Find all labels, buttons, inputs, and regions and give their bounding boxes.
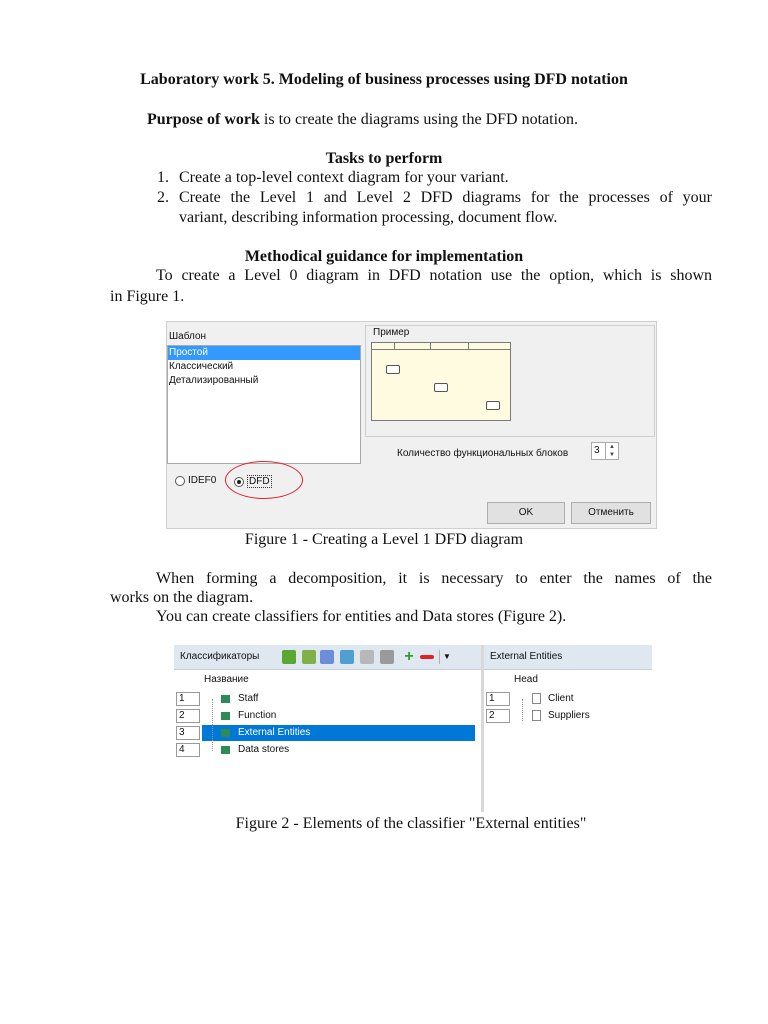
classifier-node-icon — [221, 712, 230, 720]
cancel-button[interactable]: Отменить — [571, 502, 651, 524]
figure-1-caption: Figure 1 - Creating a Level 1 DFD diagram — [244, 531, 524, 548]
row-index: 3 — [176, 726, 200, 740]
block-count-label: Количество функциональных блоков — [397, 448, 569, 459]
document-icon — [532, 693, 541, 704]
pane-divider[interactable] — [481, 645, 484, 812]
row-index: 1 — [486, 692, 510, 706]
task-number: 2. — [157, 189, 169, 206]
radio-idef0[interactable] — [175, 475, 216, 486]
purpose-label: Purpose of work — [147, 111, 260, 128]
classifier-text: You can create classifiers for entities and Data stores (Figure 2). — [156, 608, 567, 625]
spinner-arrows-icon[interactable]: ▲ ▼ — [605, 443, 618, 459]
preview-header-strip — [372, 343, 510, 350]
document-icon — [532, 710, 541, 721]
guidance-heading: Methodical guidance for implementation — [244, 248, 524, 265]
purpose-paragraph — [147, 110, 578, 130]
preview-block — [486, 401, 500, 410]
classifier-node-icon — [221, 746, 230, 754]
classifier-row-selected[interactable]: External Entities — [238, 727, 311, 738]
dropdown-arrow-icon[interactable]: ▼ — [439, 650, 454, 664]
row-index: 1 — [176, 692, 200, 706]
task-number: 1. — [157, 169, 169, 186]
name-column-header: Название — [204, 674, 249, 685]
classifier-node-icon — [221, 729, 230, 737]
classifier-row[interactable]: Staff — [238, 693, 259, 704]
decomposition-text: When forming a decomposition, it is necessary to enter the names of the — [156, 570, 712, 587]
entity-row[interactable]: Suppliers — [548, 710, 590, 721]
row-index: 2 — [176, 709, 200, 723]
tasks-heading: Tasks to perform — [325, 150, 443, 167]
template-option[interactable]: Простой — [168, 346, 360, 360]
row-index: 4 — [176, 743, 200, 757]
purpose-text: is to create the diagrams using the DFD notation. — [259, 111, 579, 128]
sort-icon[interactable] — [320, 650, 334, 664]
remove-icon[interactable] — [420, 655, 434, 659]
template-dialog — [166, 321, 657, 529]
entity-row[interactable]: Client — [548, 693, 574, 704]
block-count-value: 3 — [594, 445, 600, 456]
move-up-icon[interactable] — [282, 650, 296, 664]
entities-header — [484, 645, 652, 670]
copy-icon[interactable] — [302, 650, 316, 664]
classifier-row[interactable]: Data stores — [238, 744, 290, 755]
template-label: Шаблон — [169, 331, 207, 342]
radio-idef0-label: IDEF0 — [188, 475, 217, 486]
classifier-toolbar — [174, 645, 481, 670]
figure-2-caption: Figure 2 - Elements of the classifier "External entities" — [235, 815, 587, 832]
example-preview — [371, 342, 511, 421]
classifier-window — [174, 645, 652, 812]
preview-block — [434, 383, 448, 392]
ok-button[interactable]: OK — [487, 502, 565, 524]
entities-title: External Entities — [490, 651, 563, 662]
highlight-ellipse — [225, 461, 303, 499]
add-icon[interactable]: + — [404, 648, 414, 665]
preview-block — [386, 365, 400, 374]
classifier-row[interactable]: Function — [238, 710, 277, 721]
delete-icon[interactable] — [380, 650, 394, 664]
block-count-spinner[interactable] — [591, 442, 619, 460]
radio-dfd-label: DFD — [249, 476, 270, 487]
tree-connector — [522, 699, 523, 721]
guidance-text-continued: in Figure 1. — [110, 288, 185, 305]
example-label: Пример — [373, 327, 410, 338]
template-list[interactable] — [167, 345, 361, 464]
head-column-header: Head — [514, 674, 538, 685]
decomposition-text-continued: works on the diagram. — [110, 589, 254, 606]
task-text: Create the Level 1 and Level 2 DFD diagrams for the processes of your — [179, 189, 712, 206]
document-title: Laboratory work 5. Modeling of business processes using DFD notation — [140, 71, 628, 88]
guidance-text: To create a Level 0 diagram in DFD notation use the option, which is shown — [156, 267, 712, 284]
task-text-continued: variant, describing information processing, document flow. — [179, 209, 558, 226]
task-text: Create a top-level context diagram for your variant. — [179, 169, 509, 186]
template-option[interactable]: Классический — [169, 361, 234, 372]
edit-icon[interactable] — [340, 650, 354, 664]
row-index: 2 — [486, 709, 510, 723]
link-icon[interactable] — [360, 650, 374, 664]
classifier-title: Классификаторы — [180, 651, 260, 662]
radio-unchecked-icon[interactable] — [175, 476, 185, 486]
template-option[interactable]: Детализированный — [169, 375, 259, 386]
tree-connector — [212, 699, 213, 751]
classifier-node-icon — [221, 695, 230, 703]
